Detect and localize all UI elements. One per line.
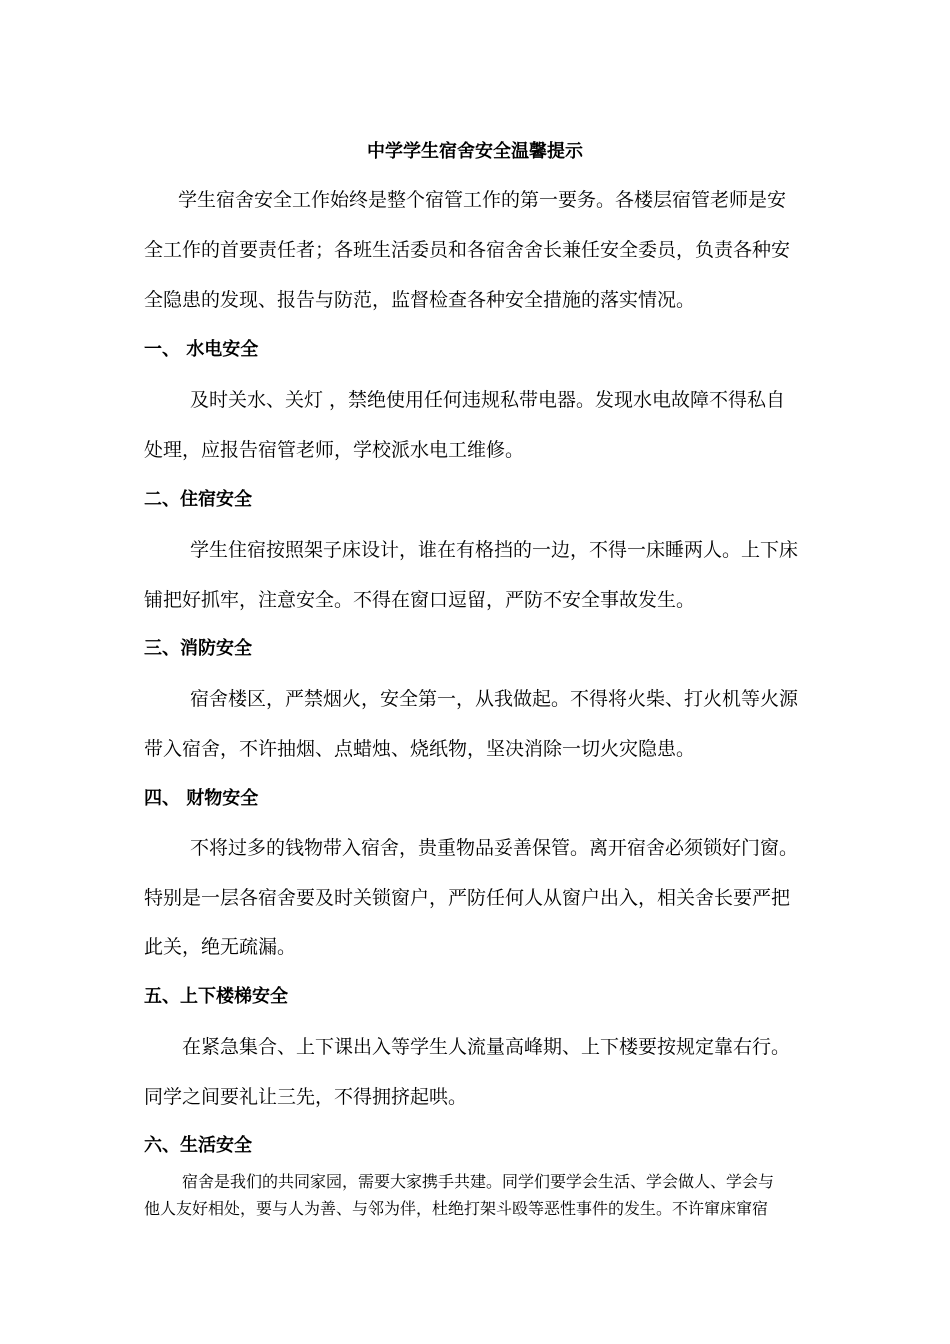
- section-3-line-2: 带入宿舍，不许抽烟、点蜡烛、烧纸物，坚决消除一切火灾隐患。: [144, 738, 696, 760]
- section-heading-fire: 三、消防安全: [144, 638, 252, 659]
- section-heading-lodging: 二、住宿安全: [144, 489, 252, 510]
- section-heading-living: 六、生活安全: [144, 1135, 252, 1156]
- section-3-line-1: 宿舍楼区，严禁烟火，安全第一，从我做起。不得将火柴、打火机等火源: [190, 688, 799, 710]
- section-4-line-2: 特别是一层各宿舍要及时关锁窗户，严防任何人从窗户出入，相关舍长要严把: [144, 887, 791, 909]
- section-4-line-1: 不将过多的钱物带入宿舍，贵重物品妥善保管。离开宿舍必须锁好门窗。: [190, 837, 799, 859]
- section-1-line-1: 及时关水、关灯 ，禁绝使用任何违规私带电器。发现水电故障不得私自: [190, 389, 786, 411]
- section-6-line-1: 宿舍是我们的共同家园，需要大家携手共建。同学们要学会生活、学会做人、学会与: [182, 1172, 775, 1191]
- intro-line-1: 学生宿舍安全工作始终是整个宿管工作的第一要务。各楼层宿管老师是安: [178, 189, 787, 211]
- section-heading-stairs: 五、上下楼梯安全: [144, 986, 288, 1007]
- intro-line-3: 全隐患的发现、报告与防范，监督检查各种安全措施的落实情况。: [144, 289, 696, 311]
- section-2-line-1: 学生住宿按照架子床设计，谁在有格挡的一边，不得一床睡两人。上下床: [190, 539, 799, 561]
- section-6-line-2: 他人友好相处，要与人为善、与邻为伴，杜绝打架斗殴等恶性事件的发生。不许窜床窜宿: [144, 1199, 769, 1218]
- section-1-line-2: 处理，应报告宿管老师，学校派水电工维修。: [144, 439, 525, 461]
- section-heading-property: 四、 财物安全: [144, 788, 259, 809]
- section-heading-water-electric: 一、 水电安全: [144, 339, 259, 360]
- document-title: 中学学生宿舍安全温馨提示: [367, 141, 583, 162]
- intro-line-2: 全工作的首要责任者；各班生活委员和各宿舍舍长兼任安全委员，负责各种安: [144, 239, 791, 261]
- section-5-line-2: 同学之间要礼让三先，不得拥挤起哄。: [144, 1086, 468, 1108]
- section-2-line-2: 铺把好抓牢，注意安全。不得在窗口逗留，严防不安全事故发生。: [144, 589, 696, 611]
- section-4-line-3: 此关，绝无疏漏。: [144, 936, 297, 958]
- section-5-line-1: 在紧急集合、上下课出入等学生人流量高峰期、上下楼要按规定靠右行。: [182, 1036, 791, 1058]
